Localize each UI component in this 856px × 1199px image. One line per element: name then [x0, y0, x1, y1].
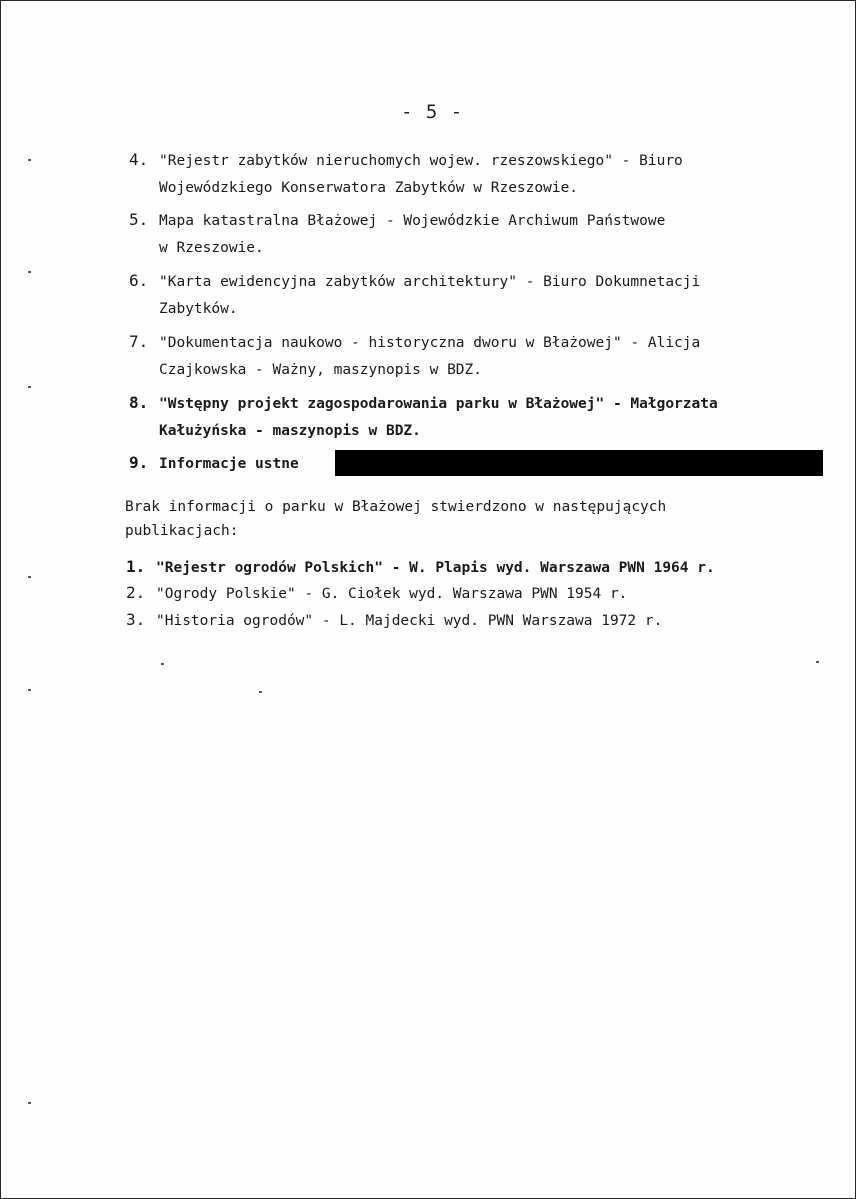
- publication-text: "Ogrody Polskie" - G. Ciołek wyd. Warszawa PWN 1954 r.: [156, 586, 628, 602]
- publication-item: [126, 553, 846, 582]
- item-number: 6.: [129, 271, 149, 290]
- scan-speck: [28, 576, 31, 578]
- list-item: [129, 146, 829, 202]
- redaction-bar: [335, 450, 823, 476]
- list-item: [129, 328, 829, 384]
- scan-speck: [816, 661, 819, 663]
- scan-speck: [28, 386, 31, 388]
- item-text-line-2: Wojewódzkiego Konserwatora Zabytków w Rzeszowie.: [159, 180, 579, 196]
- item-text-line-2: w Rzeszowie.: [159, 240, 264, 256]
- item-text-line-1: Informacje ustne: [159, 456, 299, 472]
- item-number: 5.: [129, 210, 149, 229]
- publication-item: [126, 579, 846, 608]
- item-number: 7.: [129, 332, 149, 351]
- note-line-2: publikacjach:: [125, 523, 239, 539]
- item-number: 8.: [129, 393, 149, 412]
- publication-text: "Rejestr ogrodów Polskich" - W. Plapis wyd. Warszawa PWN 1964 r.: [156, 560, 715, 576]
- scan-speck: [28, 1102, 31, 1104]
- item-text-line-2: Czajkowska - Ważny, maszynopis w BDZ.: [159, 362, 483, 378]
- item-text-line-2: Zabytków.: [159, 301, 238, 317]
- page-number: - 5 -: [401, 101, 464, 123]
- item-text-line-1: "Rejestr zabytków nieruchomych wojew. rzeszowskiego" - Biuro: [159, 153, 683, 169]
- item-text-line-2: Kałużyńska - maszynopis w BDZ.: [159, 423, 421, 439]
- publication-item: [126, 606, 846, 635]
- item-text-line-1: "Dokumentacja naukowo - historyczna dworu w Błażowej" - Alicja: [159, 335, 701, 351]
- publication-number: 3.: [126, 610, 146, 629]
- item-text-line-1: "Karta ewidencyjna zabytków architektury" - Biuro Dokumnetacji: [159, 274, 701, 290]
- list-item: [129, 267, 829, 323]
- publication-number: 1.: [126, 557, 146, 576]
- item-number: 9.: [129, 453, 149, 472]
- list-item: [129, 206, 829, 262]
- item-text-line-1: Mapa katastralna Błażowej - Wojewódzkie Archiwum Państwowe: [159, 213, 666, 229]
- note-paragraph: [125, 495, 825, 543]
- item-number: 4.: [129, 150, 149, 169]
- scan-speck: [161, 663, 164, 665]
- scan-speck: [259, 691, 262, 693]
- publication-text: "Historia ogrodów" - L. Majdecki wyd. PWN Warszawa 1972 r.: [156, 613, 663, 629]
- note-line-1: Brak informacji o parku w Błażowej stwierdzono w następujących: [125, 499, 667, 515]
- scan-speck: [28, 159, 31, 161]
- item-text-line-1: "Wstępny projekt zagospodarowania parku w Błażowej" - Małgorzata: [159, 396, 718, 412]
- scan-speck: [28, 689, 31, 691]
- publication-number: 2.: [126, 583, 146, 602]
- list-item: [129, 389, 829, 445]
- scan-speck: [28, 271, 31, 273]
